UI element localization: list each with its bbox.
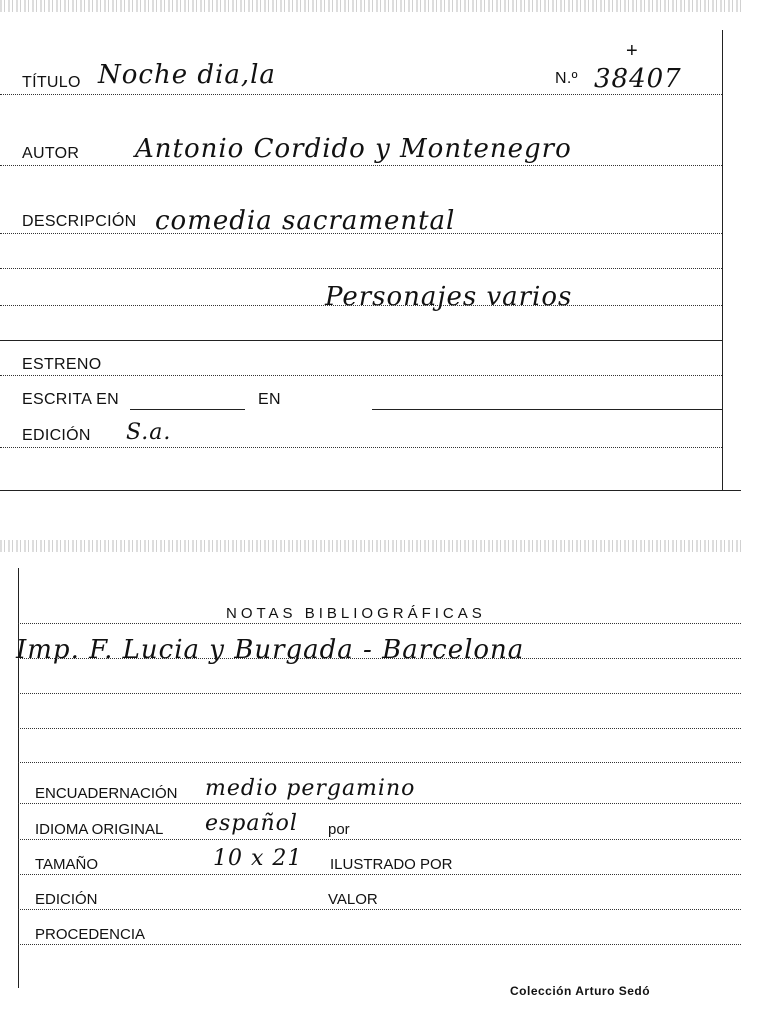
blank-line-1 bbox=[0, 268, 722, 269]
procedencia-line bbox=[18, 944, 741, 945]
notas-value: Imp. F. Lucia y Burgada - Barcelona bbox=[16, 635, 525, 665]
tamano-value: 10 x 21 bbox=[213, 846, 303, 871]
en-line bbox=[372, 409, 722, 410]
numero-value: 38407 bbox=[594, 64, 682, 94]
autor-value: Antonio Cordido y Montenegro bbox=[135, 134, 572, 164]
edicion-label: EDICIÓN bbox=[22, 427, 91, 444]
edicion-line bbox=[0, 447, 722, 448]
encuadernacion-value: medio pergamino bbox=[205, 776, 416, 801]
por-label: por bbox=[328, 821, 350, 838]
titulo-value: Noche dia,la bbox=[98, 60, 276, 90]
descripcion-line bbox=[0, 233, 722, 234]
notas-heading: NOTAS BIBLIOGRÁFICAS bbox=[226, 605, 486, 622]
edicion2-label: EDICIÓN bbox=[35, 891, 98, 908]
valor-label: VALOR bbox=[328, 891, 378, 908]
personajes-value: Personajes varios bbox=[325, 282, 573, 312]
notas-line-4 bbox=[18, 762, 741, 763]
card-right-border bbox=[722, 30, 723, 490]
section-divider bbox=[0, 340, 722, 341]
estreno-label: ESTRENO bbox=[22, 356, 102, 373]
escrita-en-label: ESCRITA EN bbox=[22, 391, 119, 408]
idioma-value: español bbox=[205, 811, 298, 836]
card-bottom-border bbox=[0, 490, 741, 491]
personajes-line bbox=[0, 305, 722, 306]
torn-edge bbox=[0, 540, 741, 552]
tamano-line bbox=[18, 874, 741, 875]
footer-collection: Colección Arturo Sedó bbox=[510, 984, 651, 998]
idioma-label: IDIOMA ORIGINAL bbox=[35, 821, 164, 838]
escrita-en-line bbox=[130, 409, 245, 410]
descripcion-value: comedia sacramental bbox=[155, 206, 456, 236]
card-left-border bbox=[18, 568, 19, 988]
titulo-line bbox=[0, 94, 722, 95]
encuadernacion-label: ENCUADERNACIÓN bbox=[35, 785, 178, 802]
notas-line-1 bbox=[18, 658, 741, 659]
edicion-value: S.a. bbox=[126, 420, 172, 445]
notas-line-3 bbox=[18, 728, 741, 729]
tamano-label: TAMAÑO bbox=[35, 856, 99, 873]
autor-line bbox=[0, 165, 722, 166]
catalog-card-front bbox=[0, 0, 741, 495]
autor-label: AUTOR bbox=[22, 145, 80, 162]
torn-edge bbox=[0, 0, 741, 12]
idioma-line bbox=[18, 839, 741, 840]
procedencia-label: PROCEDENCIA bbox=[35, 926, 146, 943]
encuadernacion-line bbox=[18, 803, 741, 804]
titulo-label: TÍTULO bbox=[22, 74, 81, 91]
estreno-line bbox=[0, 375, 722, 376]
notas-line-2 bbox=[18, 693, 741, 694]
numero-label: N.º bbox=[555, 70, 578, 87]
catalog-card-back bbox=[0, 540, 741, 1010]
ilustrado-label: ILUSTRADO POR bbox=[330, 856, 453, 873]
numero-mark: + bbox=[626, 40, 638, 62]
edicion2-line bbox=[18, 909, 741, 910]
en-label: EN bbox=[258, 391, 281, 408]
notas-line-0 bbox=[18, 623, 741, 624]
descripcion-label: DESCRIPCIÓN bbox=[22, 213, 137, 230]
